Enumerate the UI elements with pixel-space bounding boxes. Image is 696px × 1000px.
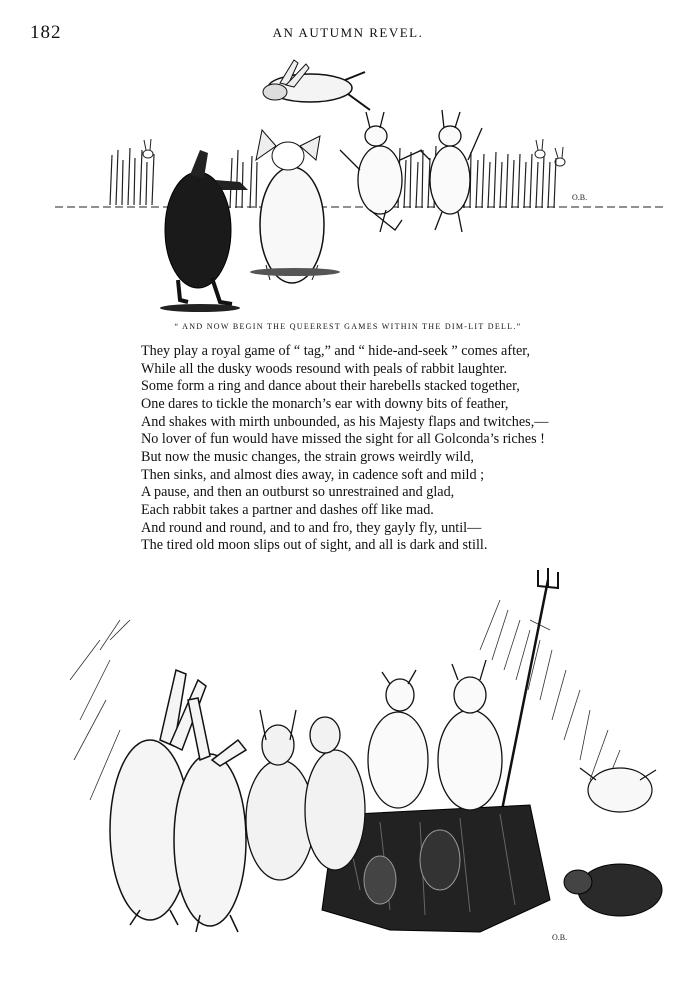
top-signature: O.B.: [572, 193, 588, 202]
poem-line: And round and round, and to and fro, they gayly fly, until—: [141, 519, 482, 536]
poem-line: But now the music changes, the strain grows weirdly wild,: [141, 448, 474, 465]
poem: [141, 343, 681, 555]
poem-line: While all the dusky woods resound with peals of rabbit laughter.: [141, 360, 508, 377]
poem-line: The tired old moon slips out of sight, and all is dark and still.: [141, 537, 488, 554]
poem-line: Each rabbit takes a partner and dashes off like mad.: [141, 501, 434, 518]
poem-line: A pause, and then an outburst so unrestrained and glad,: [141, 484, 455, 501]
poem-line: One dares to tickle the monarch’s ear with downy bits of feather,: [141, 395, 509, 412]
running-title: AN AUTUMN REVEL.: [272, 25, 424, 40]
page-header: [0, 22, 696, 46]
poem-line: And shakes with mirth unbounded, as his Majesty flaps and twitches,—: [141, 413, 549, 430]
poem-line: Then sinks, and almost dies away, in cadence soft and mild ;: [141, 466, 485, 483]
poem-line: They play a royal game of “ tag,” and “ hide-and-seek ” comes after,: [141, 343, 531, 359]
illustration-caption: “ AND NOW BEGIN THE QUEEREST GAMES WITHIN THE DIM-LIT DELL.”: [174, 322, 522, 331]
poem-line: Some form a ring and dance about their harebells stacked together,: [141, 378, 520, 395]
poem-line: No lover of fun would have missed the sight for all Golconda’s riches !: [141, 431, 545, 448]
page-number: 182: [30, 22, 62, 43]
bottom-signature: O.B.: [552, 933, 568, 942]
top-illustration: [50, 50, 670, 320]
bottom-illustration: [60, 560, 680, 955]
